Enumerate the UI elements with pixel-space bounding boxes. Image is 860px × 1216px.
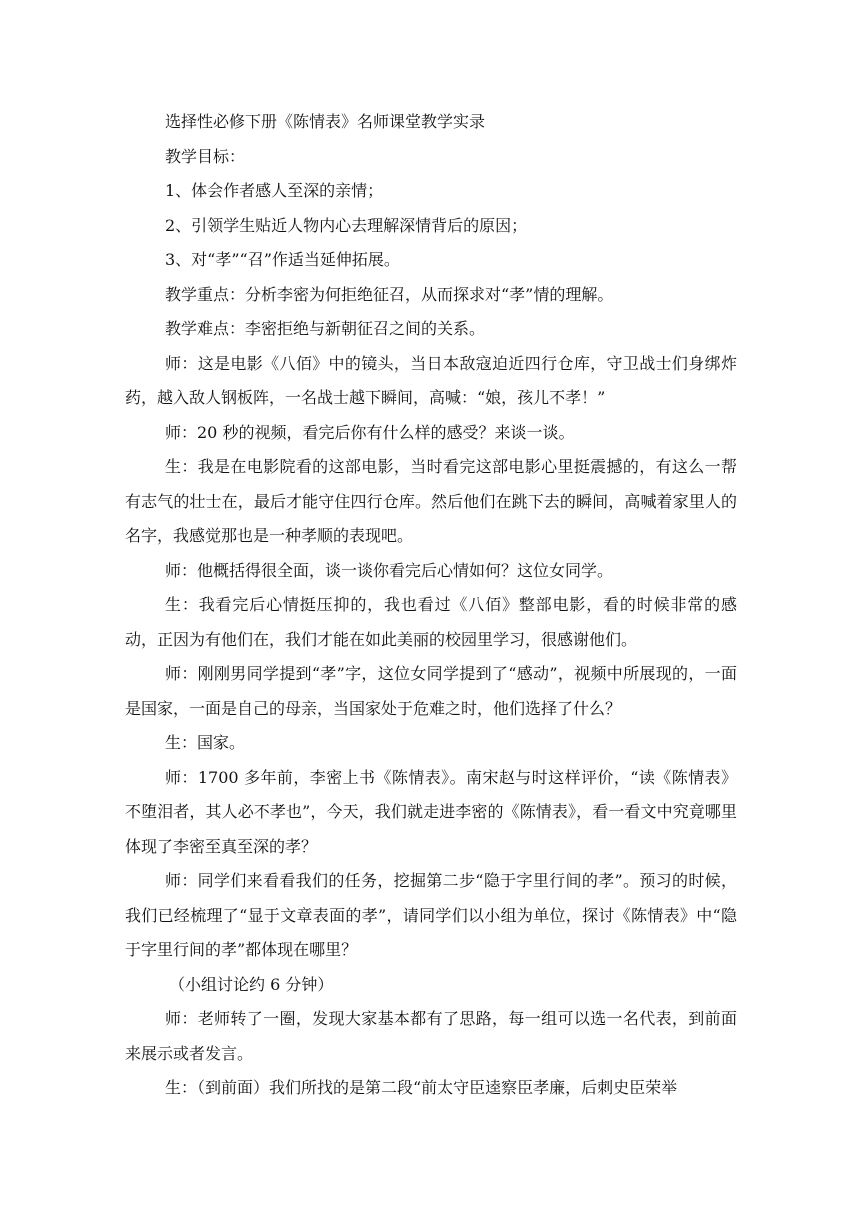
paragraph-student-3: 生：国家。 — [165, 733, 246, 752]
paragraph-key-point: 教学重点：分析李密为何拒绝征召，从而探求对“孝”情的理解。 — [165, 284, 614, 304]
paragraph-difficulty: 教学难点：李密拒绝与新朝征召之间的关系。 — [165, 319, 486, 338]
paragraph-teacher-1: 师：这是电影《八佰》中的镜头，当日本敌寇迫近四行仓库，守卫战士们身绑炸药，越入敌人钢板阵，一名战士越下瞬间，高喊：“娘，孩儿不孝！” — [125, 353, 737, 407]
paragraph-teacher-4: 师：刚刚男同学提到“孝”字，这位女同学提到了“感动”，视频中所展现的，一面是国家，一面是自己的母亲，当国家处于危难之时，他们选择了什么？ — [125, 664, 737, 718]
paragraph-teacher-5: 师：1700 多年前，李密上书《陈情表》。南宋赵与时这样评价，“读《陈情表》不堕泪者，其人必不孝也”，今天，我们就走进李密的《陈情表》，看一看文中究竟哪里体现了李密至真至深的孝？ — [125, 767, 737, 856]
paragraph-goal-2: 2、引领学生贴近人物内心去理解深情背后的原因； — [165, 215, 528, 235]
paragraph-teacher-7: 师：老师转了一圈，发现大家基本都有了思路，每一组可以选一名代表，到前面来展示或者发言。 — [125, 1009, 737, 1063]
paragraph-student-1: 生：我是在电影院看的这部电影，当时看完这部电影心里挺震撼的，有这么一帮有志气的壮士在，最后才能守住四行仓库。然后他们在跳下去的瞬间，高喊着家里人的名字，我感觉那也是一种孝顺的表现吧。 — [125, 457, 737, 545]
paragraph-teaching-goals: 教学目标： — [165, 146, 246, 166]
paragraph-teacher-6: 师：同学们来看看我们的任务，挖掘第二步“隐于字里行间的孝”。预习的时候，我们已经梳理了“显于文章表面的孝”，请同学们以小组为单位，探讨《陈情表》中“隐于字里行间的孝”都体现在哪里？ — [125, 871, 737, 959]
document-title: 选择性必修下册《陈情表》名师课堂教学实录 — [165, 112, 486, 131]
paragraph-goal-1: 1、体会作者感人至深的亲情； — [165, 181, 384, 200]
paragraph-teacher-3: 师：他概括得很全面，谈一谈你看完后心情如何？这位女同学。 — [165, 560, 614, 580]
paragraph-teacher-2: 师：20 秒的视频，看完后你有什么样的感受？来谈一谈。 — [165, 422, 575, 442]
paragraph-goal-3: 3、对“孝”“召”作适当延伸拓展。 — [165, 250, 400, 269]
paragraph-group-discussion: （小组讨论约 6 分钟） — [169, 974, 334, 994]
paragraph-student-2: 生：我看完后心情挺压抑的，我也看过《八佰》整部电影，看的时候非常的感动，正因为有他们在，我们才能在如此美丽的校园里学习，很感谢他们。 — [125, 595, 737, 649]
document-body — [125, 105, 737, 1106]
paragraph-student-4: 生：（到前面）我们所找的是第二段“前太守臣逵察臣孝廉，后刺史臣荣举 — [165, 1078, 678, 1097]
